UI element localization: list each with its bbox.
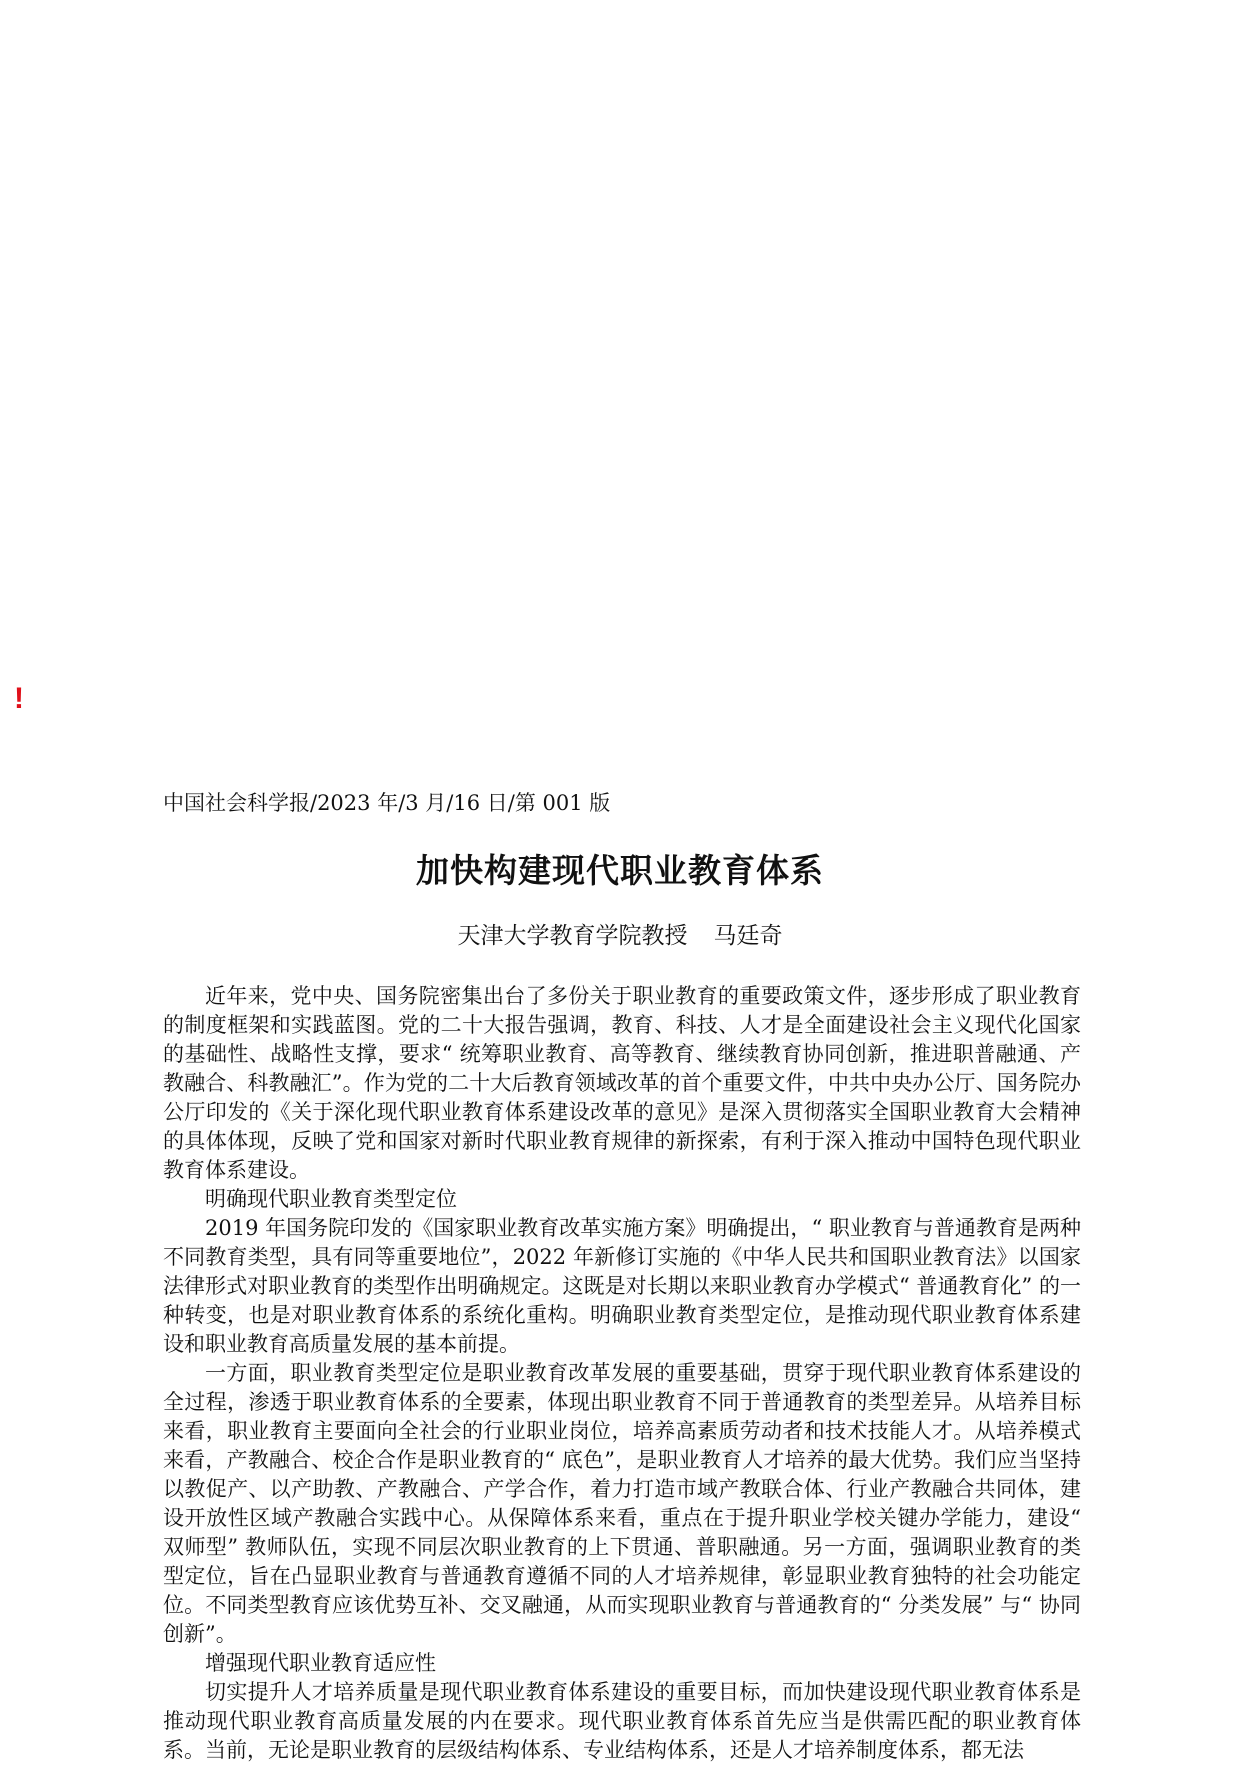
paragraph: 切实提升人才培养质量是现代职业教育体系建设的重要目标，而加快建设现代职业教育体系是推动现代职业教育高质量发展的内在要求。现代职业教育体系首先应当是供需匹配的职业教育体系。当前，无论是职业教育的层级结构体系、专业结构体系，还是人才培养制度体系，都无法 bbox=[163, 1680, 1081, 1762]
author-affiliation: 天津大学教育学院教授 bbox=[457, 923, 688, 949]
section-heading: 增强现代职业教育适应性 bbox=[205, 1651, 436, 1675]
margin-marker: ! bbox=[14, 682, 24, 715]
article-title: 加快构建现代职业教育体系 bbox=[416, 851, 824, 890]
source-line: 中国社会科学报/2023 年/3 月/16 日/第 001 版 bbox=[163, 791, 611, 815]
author-name: 马廷奇 bbox=[713, 923, 783, 949]
paragraph: 2019 年国务院印发的《国家职业教育改革实施方案》明确提出，“ 职业教育与普通教育是两种不同教育类型，具有同等重要地位”，2022 年新修订实施的《中华人民共和国职业教育法》以国家法律形式对职业教育的类型作出明确规定。这既是对长期以来职业教育办学模式“ 普通教育化” 的一种转变，也是对职业教育体系的系统化重构。明确职业教育类型定位，是推动现代职业教育体系建设和职业教育高质量发展的基本前提。 bbox=[163, 1216, 1081, 1356]
paragraph: 一方面，职业教育类型定位是职业教育改革发展的重要基础，贯穿于现代职业教育体系建设的全过程，渗透于职业教育体系的全要素，体现出职业教育不同于普通教育的类型差异。从培养目标来看，职业教育主要面向全社会的行业职业岗位，培养高素质劳动者和技术技能人才。从培养模式来看，产教融合、校企合作是职业教育的“ 底色”，是职业教育人才培养的最大优势。我们应当坚持以教促产、以产助教、产教融合、产学合作，着力打造市域产教联合体、行业产教融合共同体，建设开放性区域产教融合实践中心。从保障体系来看，重点在于提升职业学校关键办学能力，建设“ 双师型” 教师队伍，实现不同层次职业教育的上下贯通、普职融通。另一方面，强调职业教育的类型定位，旨在凸显职业教育与普通教育遵循不同的人才培养规律，彰显职业教育独特的社会功能定位。不同类型教育应该优势互补、交叉融通，从而实现职业教育与普通教育的“ 分类发展” 与“ 协同创新”。 bbox=[163, 1361, 1081, 1646]
author-line bbox=[0, 921, 1240, 951]
section-heading: 明确现代职业教育类型定位 bbox=[205, 1187, 457, 1211]
paragraph: 近年来，党中央、国务院密集出台了多份关于职业教育的重要政策文件，逐步形成了职业教育的制度框架和实践蓝图。党的二十大报告强调，教育、科技、人才是全面建设社会主义现代化国家的基础性、战略性支撑，要求“ 统筹职业教育、高等教育、继续教育协同创新，推进职普融通、产教融合、科教融汇”。作为党的二十大后教育领域改革的首个重要文件，中共中央办公厅、国务院办公厅印发的《关于深化现代职业教育体系建设改革的意见》是深入贯彻落实全国职业教育大会精神的具体体现，反映了党和国家对新时代职业教育规律的新探索，有利于深入推动中国特色现代职业教育体系建设。 bbox=[163, 984, 1081, 1182]
article-body bbox=[163, 982, 1081, 1765]
